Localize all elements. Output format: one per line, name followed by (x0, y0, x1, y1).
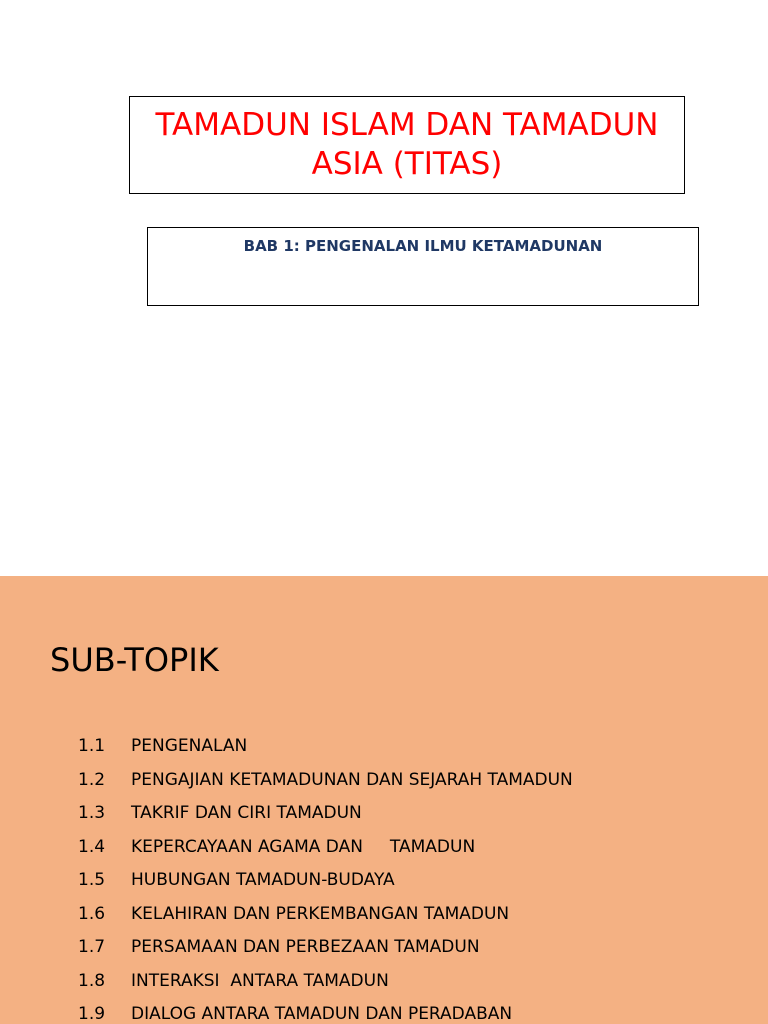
list-item (78, 736, 573, 770)
item-number: 1.4 (78, 836, 106, 857)
list-item (78, 837, 573, 871)
list-item (78, 770, 573, 804)
subtopic-list (78, 736, 573, 1024)
item-number: 1.9 (78, 1004, 106, 1024)
item-label: DIALOG ANTARA TAMADUN DAN PERADABAN (131, 1004, 513, 1024)
item-number: 1.1 (78, 736, 106, 756)
item-label: TAKRIF DAN CIRI TAMADUN (131, 803, 362, 823)
list-item (78, 803, 573, 837)
item-number: 1.6 (78, 903, 106, 924)
subtopic-heading: SUB-TOPIK (50, 641, 219, 679)
subtopic-slide (0, 576, 768, 1024)
item-label: PERSAMAAN DAN PERBEZAAN TAMADUN (131, 937, 480, 957)
item-number: 1.5 (78, 870, 106, 890)
item-label: PENGAJIAN KETAMADUNAN DAN SEJARAH TAMADUN (131, 769, 573, 790)
list-item (78, 904, 573, 938)
item-label: PENGENALAN (131, 736, 248, 756)
item-label: KELAHIRAN DAN PERKEMBANGAN TAMADUN (131, 903, 510, 924)
item-number: 1.2 (78, 769, 106, 790)
item-number: 1.3 (78, 803, 106, 823)
subtitle-box (147, 227, 699, 306)
title-line-1: TAMADUN ISLAM DAN TAMADUN (155, 107, 659, 143)
title-box (129, 96, 685, 194)
title-line-2: ASIA (TITAS) (311, 146, 503, 182)
item-number: 1.7 (78, 937, 106, 957)
item-number: 1.8 (78, 970, 106, 991)
list-item (78, 971, 573, 1005)
list-item (78, 1004, 573, 1024)
list-item (78, 870, 573, 904)
item-label: INTERAKSI ANTARA TAMADUN (131, 970, 389, 991)
list-item (78, 937, 573, 971)
subtitle-text: BAB 1: PENGENALAN ILMU KETAMADUNAN (243, 237, 603, 255)
item-label: KEPERCAYAAN AGAMA DAN TAMADUN (131, 836, 476, 857)
item-label: HUBUNGAN TAMADUN-BUDAYA (131, 870, 395, 890)
